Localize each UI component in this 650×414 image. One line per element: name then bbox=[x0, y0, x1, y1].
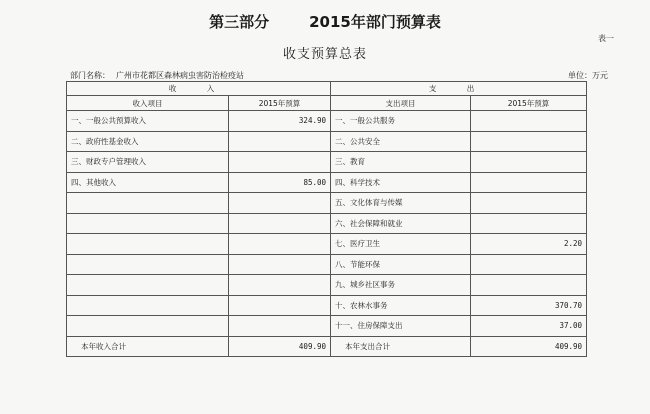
budget-summary-table bbox=[66, 81, 587, 357]
expense-item: 六、社会保障和就业 bbox=[331, 213, 471, 234]
table-subtitle: 收支预算总表 bbox=[282, 47, 367, 62]
income-value bbox=[229, 234, 331, 255]
expense-value: 37.00 bbox=[471, 316, 587, 337]
table-row bbox=[67, 234, 587, 255]
unit-label: 单位：万元 bbox=[568, 71, 608, 80]
income-value: 85.00 bbox=[229, 172, 331, 193]
income-value bbox=[229, 316, 331, 337]
income-value bbox=[229, 131, 331, 152]
expense-item: 九、城乡社区事务 bbox=[331, 275, 471, 296]
expense-item: 四、科学技术 bbox=[331, 172, 471, 193]
income-value bbox=[229, 152, 331, 173]
table-row bbox=[67, 275, 587, 296]
expense-value bbox=[471, 254, 587, 275]
income-item bbox=[67, 234, 229, 255]
income-value bbox=[229, 295, 331, 316]
department-name: 广州市花都区森林病虫害防治检疫站 bbox=[116, 71, 244, 80]
column-header-row bbox=[67, 96, 587, 111]
table-row bbox=[67, 152, 587, 173]
expense-item: 三、教育 bbox=[331, 152, 471, 173]
expense-value: 370.70 bbox=[471, 295, 587, 316]
income-item bbox=[67, 193, 229, 214]
table-row bbox=[67, 172, 587, 193]
expense-item: 五、文化体育与传媒 bbox=[331, 193, 471, 214]
expense-item: 二、公共安全 bbox=[331, 131, 471, 152]
income-value bbox=[229, 254, 331, 275]
table-body bbox=[67, 111, 587, 357]
income-section-header: 收 入 bbox=[67, 82, 331, 96]
income-item bbox=[67, 213, 229, 234]
col-income-item: 收入项目 bbox=[67, 96, 229, 111]
expense-item: 七、医疗卫生 bbox=[331, 234, 471, 255]
part-label: 第三部分 bbox=[209, 13, 270, 31]
page-title bbox=[0, 11, 650, 32]
table-row bbox=[67, 316, 587, 337]
expense-total-value: 409.90 bbox=[471, 336, 587, 357]
department-label: 部门名称： bbox=[70, 71, 110, 80]
report-title: 2015年部门预算表 bbox=[309, 13, 441, 31]
table-row bbox=[67, 213, 587, 234]
income-total-value: 409.90 bbox=[229, 336, 331, 357]
income-value bbox=[229, 275, 331, 296]
table-row bbox=[67, 254, 587, 275]
expense-item: 十一、住房保障支出 bbox=[331, 316, 471, 337]
expense-section-header: 支 出 bbox=[331, 82, 587, 96]
income-item bbox=[67, 316, 229, 337]
expense-value bbox=[471, 152, 587, 173]
income-item: 二、政府性基金收入 bbox=[67, 131, 229, 152]
expense-item: 一、一般公共服务 bbox=[331, 111, 471, 132]
expense-value bbox=[471, 275, 587, 296]
expense-value bbox=[471, 111, 587, 132]
table-number: 表一 bbox=[598, 34, 614, 43]
income-item: 一、一般公共预算收入 bbox=[67, 111, 229, 132]
expense-value bbox=[471, 172, 587, 193]
income-total-label: 本年收入合计 bbox=[67, 336, 229, 357]
table-row bbox=[67, 131, 587, 152]
total-row bbox=[67, 336, 587, 357]
table-row bbox=[67, 111, 587, 132]
expense-value bbox=[471, 131, 587, 152]
expense-value bbox=[471, 213, 587, 234]
section-header-row bbox=[67, 82, 587, 96]
expense-item: 十、农林水事务 bbox=[331, 295, 471, 316]
table-row bbox=[67, 295, 587, 316]
department-line bbox=[70, 70, 244, 81]
income-item: 四、其他收入 bbox=[67, 172, 229, 193]
expense-value: 2.20 bbox=[471, 234, 587, 255]
income-item bbox=[67, 275, 229, 296]
table-row bbox=[67, 193, 587, 214]
income-value bbox=[229, 193, 331, 214]
expense-item: 八、节能环保 bbox=[331, 254, 471, 275]
income-item: 三、财政专户管理收入 bbox=[67, 152, 229, 173]
income-value bbox=[229, 213, 331, 234]
expense-value bbox=[471, 193, 587, 214]
col-income-budget: 2015年预算 bbox=[229, 96, 331, 111]
col-expense-budget: 2015年预算 bbox=[471, 96, 587, 111]
col-expense-item: 支出项目 bbox=[331, 96, 471, 111]
income-item bbox=[67, 254, 229, 275]
income-item bbox=[67, 295, 229, 316]
expense-total-label: 本年支出合计 bbox=[331, 336, 471, 357]
income-value: 324.90 bbox=[229, 111, 331, 132]
